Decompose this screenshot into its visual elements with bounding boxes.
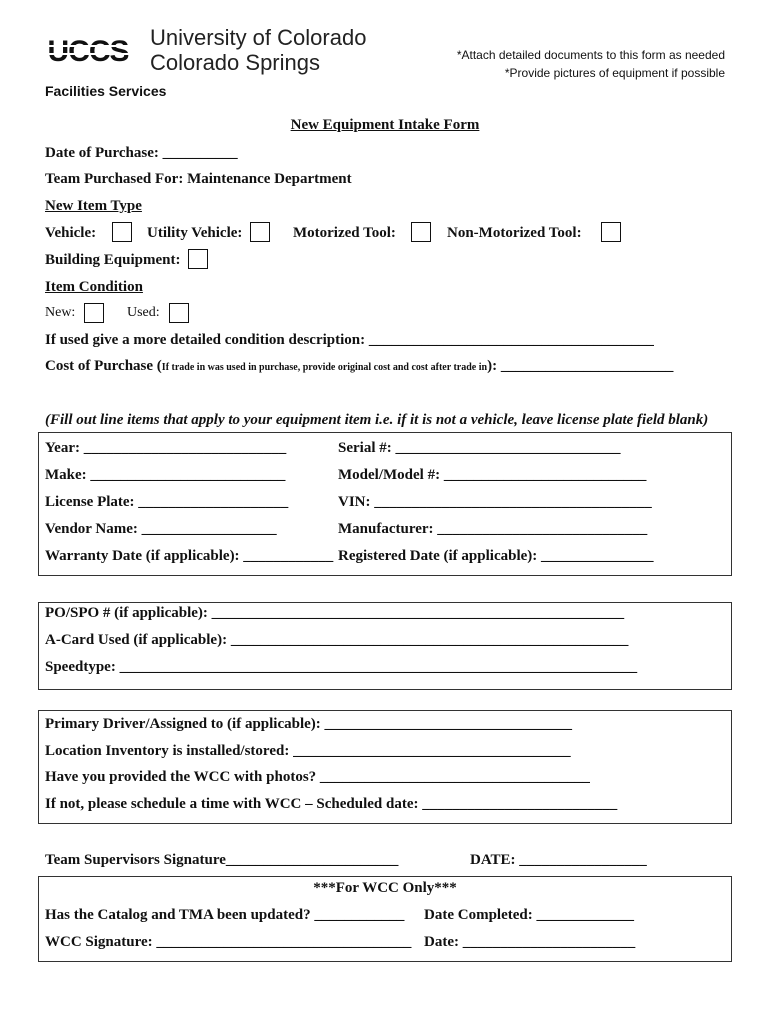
motorized-tool-label: Motorized Tool:	[293, 225, 396, 241]
wcc-date-field[interactable]: Date: _______________________	[424, 934, 636, 950]
condition-new-label: New:	[45, 305, 76, 320]
po-spo-field[interactable]: PO/SPO # (if applicable): _______________________________________________________	[45, 605, 625, 621]
building-equipment-label: Building Equipment:	[45, 252, 181, 268]
non-motorized-tool-label: Non-Motorized Tool:	[447, 225, 582, 241]
photos-provided-field[interactable]: Have you provided the WCC with photos? ____________________________________	[45, 769, 590, 785]
logo-text: UCCS	[47, 36, 129, 66]
note-pictures: *Provide pictures of equipment if possible	[504, 66, 725, 80]
team-purchased-for: Team Purchased For: Maintenance Department	[45, 171, 352, 187]
non-motorized-tool-checkbox[interactable]	[601, 222, 621, 242]
year-field[interactable]: Year: ___________________________	[45, 440, 287, 456]
license-plate-field[interactable]: License Plate: ____________________	[45, 494, 289, 510]
serial-field[interactable]: Serial #: ______________________________	[338, 440, 621, 456]
model-field[interactable]: Model/Model #: ___________________________	[338, 467, 647, 483]
utility-vehicle-checkbox[interactable]	[250, 222, 270, 242]
vin-field[interactable]: VIN: _____________________________________	[338, 494, 652, 510]
new-item-type-heading: New Item Type	[45, 198, 142, 214]
speedtype-field[interactable]: Speedtype: _____________________________________________________________________	[45, 659, 638, 675]
make-field[interactable]: Make: __________________________	[45, 467, 286, 483]
condition-used-label: Used:	[127, 305, 160, 320]
catalog-updated-field[interactable]: Has the Catalog and TMA been updated? ____________	[45, 907, 405, 923]
vendor-name-field[interactable]: Vendor Name: __________________	[45, 521, 277, 537]
motorized-tool-checkbox[interactable]	[411, 222, 431, 242]
used-description-field[interactable]: If used give a more detailed condition description: ______________________________________	[45, 332, 654, 348]
condition-new-checkbox[interactable]	[84, 303, 104, 323]
supervisor-date-field[interactable]: DATE: _________________	[470, 852, 647, 868]
wcc-signature-field[interactable]: WCC Signature: __________________________________	[45, 934, 412, 950]
item-condition-heading: Item Condition	[45, 279, 143, 295]
supervisor-signature-field[interactable]: Team Supervisors Signature_______________________	[45, 852, 399, 868]
building-equipment-checkbox[interactable]	[188, 249, 208, 269]
acard-field[interactable]: A-Card Used (if applicable): _____________________________________________________	[45, 632, 629, 648]
cost-label: Cost of Purchase (	[45, 358, 162, 374]
note-attach: *Attach detailed documents to this form as needed	[456, 48, 725, 62]
cost-note: If trade in was used in purchase, provide original cost and cost after trade in	[161, 362, 488, 373]
condition-used-checkbox[interactable]	[169, 303, 189, 323]
date-of-purchase-field[interactable]: Date of Purchase: __________	[45, 145, 238, 161]
primary-driver-field[interactable]: Primary Driver/Assigned to (if applicable): _________________________________	[45, 716, 573, 732]
vehicle-label: Vehicle:	[45, 225, 97, 241]
fill-out-note: (Fill out line items that apply to your equipment item i.e. if it is not a vehicle, leave license plate field blank)	[45, 412, 709, 428]
form-title: New Equipment Intake Form	[290, 117, 480, 133]
manufacturer-field[interactable]: Manufacturer: ____________________________	[338, 521, 648, 537]
location-inventory-field[interactable]: Location Inventory is installed/stored: _____________________________________	[45, 743, 571, 759]
cost-of-purchase-field[interactable]	[45, 358, 673, 375]
university-line1: University of Colorado	[150, 25, 367, 50]
uccs-logo	[38, 36, 138, 66]
department-name: Facilities Services	[45, 83, 167, 99]
utility-vehicle-label: Utility Vehicle:	[147, 225, 243, 241]
cost-end: ): _______________________	[487, 358, 674, 374]
vehicle-checkbox[interactable]	[112, 222, 132, 242]
registered-date-field[interactable]: Registered Date (if applicable): _______________	[338, 548, 654, 564]
wcc-heading: ***For WCC Only***	[313, 880, 457, 896]
scheduled-date-field[interactable]: If not, please schedule a time with WCC – Scheduled date: __________________________	[45, 796, 618, 812]
university-line2: Colorado Springs	[150, 50, 320, 75]
date-completed-field[interactable]: Date Completed: _____________	[424, 907, 634, 923]
warranty-date-field[interactable]: Warranty Date (if applicable): ____________	[45, 548, 334, 564]
